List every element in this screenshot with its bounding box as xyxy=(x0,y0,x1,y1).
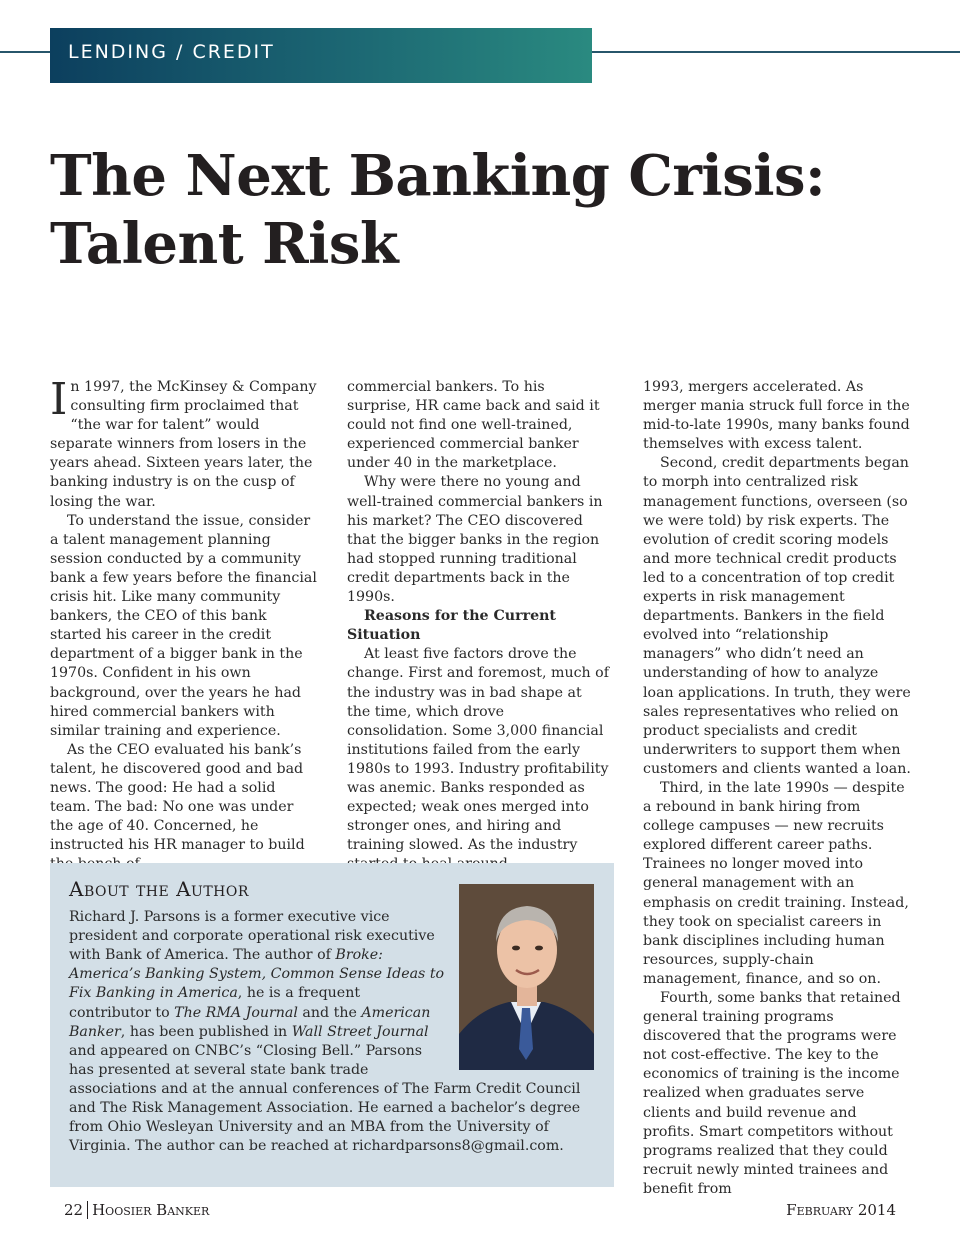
author-portrait-illustration xyxy=(459,884,594,1070)
paragraph: Second, credit departments began to morph into centralized risk management functions, overseen (so we were told) by risk experts. The evolution of credit scoring models and more technical credit products led to a concentration of top credit experts in risk management departments. Bankers in the field evolved into “relationship managers” who didn’t need an understanding of how to analyze loan applications. In truth, they were sales representatives who relied on product specialists and credit underwriters to support them when customers and clients wanted a loan. xyxy=(643,455,911,777)
drop-cap: I xyxy=(50,374,68,425)
publication-name: Hoosier Banker xyxy=(92,1201,210,1219)
paragraph xyxy=(50,374,320,512)
paragraph: Fourth, some banks that retained general training programs discovered that the programs were not cost-effective. The key to the economics of training is the income realized when graduates serve clients and build revenue and profits. Smart competitors without programs realized that they could recruit newly minted trainees and benefit from xyxy=(643,990,901,1197)
article-column-3 xyxy=(643,378,911,1199)
article-column-2 xyxy=(347,378,609,874)
publication-title: The RMA Journal xyxy=(174,1004,298,1021)
title-line-2: Talent Risk xyxy=(50,211,399,277)
book-title: Broke: America’s Banking System, Common Sense Ideas to Fix Banking in America xyxy=(69,947,445,1002)
section-subhead: Reasons for the Current Situation xyxy=(347,608,556,644)
section-banner xyxy=(50,28,592,83)
author-bio: Richard J. Parsons is a former executive vice president and corporate operational risk executive with Bank of America. The author of Broke: America’s Banking System, Common Sense Ideas to Fix Banking in America, he is a frequent contributor to The RMA Journal and the American Banker, has been published in Wall Street Journal and appeared on CNBC’s “Closing Bell.” Parsons has presented at several state bank trade associations and at the annual conferences of The Farm Credit Council and The Risk Management Association. He earned a bachelor’s degree from Ohio Wesleyan University and an MBA from the University of Virginia. The author can be reached at richardparsons8@gmail.com. xyxy=(69,909,581,1155)
paragraph: Why were there no young and well-trained commercial bankers in his market? The CEO discovered that the bigger banks in the region had stopped running traditional credit departments back in the 1990s. xyxy=(347,474,603,606)
header-rule-right xyxy=(592,51,960,53)
paragraph: As the CEO evaluated his bank’s talent, he discovered good and bad news. The good: He had a solid team. The bad: No one was under the age of 40. Concerned, he instructed his HR manager to build xyxy=(50,741,305,854)
paragraph: At least five factors drove the change. First and foremost, much of the industry was in bad shape at the time, which drove consolidation. Some 3,000 financial institutions failed from the early 1980s to 1993. Industry profitability was anemic. Banks responded as expected; weak ones merged into stronger ones, and hiring and training slowed. As the industry xyxy=(347,646,609,854)
paragraph: 1993, mergers accelerated. As merger mania struck full force in the mid-to-late 1990s, many banks found themselves with excess talent. xyxy=(643,379,910,453)
issue-date: February 2014 xyxy=(786,1201,896,1219)
paragraph: Third, in the late 1990s — despite a rebound in bank hiring from college campuses — new recruits explored different career paths. Trainees no longer moved into general management with an emphasis on credit training. Instead, they took on specialist careers in bank disciplines including human resources, supply-chain management, finance, and so on. xyxy=(643,779,909,987)
article-column-1 xyxy=(50,374,320,874)
page-number: 22 xyxy=(64,1201,84,1219)
footer-left xyxy=(64,1201,209,1219)
title-line-1: The Next Banking Crisis: xyxy=(50,143,826,209)
paragraph: To understand the issue, consider a talent management planning session conducted by a community bank a few years before the financial crisis hit. Like many community bankers, the CEO of this bank started his career in the credit department of a bigger bank in the 1970s. Confident in his own background, over the years he had hired commercial bankers with similar training and experience. xyxy=(50,512,317,739)
footer-separator xyxy=(87,1201,88,1219)
paragraph: commercial bankers. To his surprise, HR came back and said it could not find one well-trained, experienced commercial banker under 40 in the marketplace. xyxy=(347,379,600,472)
publication-title: Wall Street Journal xyxy=(291,1023,429,1040)
paragraph-text: n 1997, the McKinsey & Company consulting firm proclaimed that “the war for talent” would separate winners from losers in the years ahead. Sixteen years later, the banking industry is on the cusp of losing the war. xyxy=(50,379,317,510)
author-heading: About the Author xyxy=(69,877,249,901)
article-title xyxy=(50,142,825,278)
author-photo xyxy=(459,884,594,1070)
section-label: LENDING / CREDIT xyxy=(68,41,275,63)
header-rule-left xyxy=(0,51,50,53)
publication-title: American Banker xyxy=(69,1004,431,1040)
about-author-box xyxy=(50,863,614,1187)
